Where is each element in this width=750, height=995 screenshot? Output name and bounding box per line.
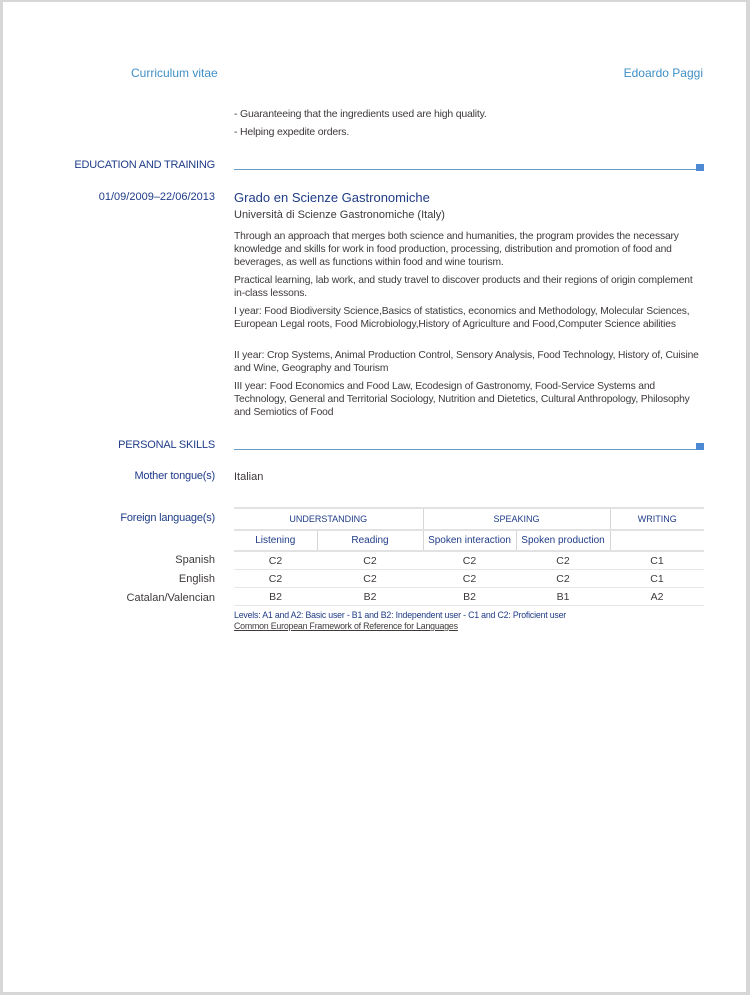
- header-spoken-production: Spoken production: [516, 530, 610, 551]
- section-divider: [234, 449, 696, 450]
- education-dates: 01/09/2009–22/06/2013: [98, 191, 215, 203]
- table-row: [234, 588, 704, 606]
- table-row: [234, 551, 704, 570]
- foreign-language-label: Foreign language(s): [120, 512, 215, 524]
- language-name: Spanish: [175, 554, 215, 566]
- cv-title: Curriculum vitae: [131, 66, 218, 80]
- header-reading: Reading: [317, 530, 423, 551]
- language-name: Catalan/Valencian: [126, 592, 215, 604]
- table-group-header-row: [234, 508, 704, 530]
- mother-tongue-value: Italian: [234, 471, 264, 483]
- level-cell: C2: [516, 551, 610, 570]
- section-marker-icon: [696, 164, 704, 171]
- header-listening: Listening: [234, 530, 317, 551]
- header-writing: WRITING: [610, 508, 704, 530]
- level-cell: C2: [423, 570, 516, 588]
- level-cell: B2: [423, 588, 516, 606]
- education-organisation: Università di Scienze Gastronomiche (Italy): [234, 209, 445, 221]
- level-cell: C2: [234, 570, 317, 588]
- education-description: Through an approach that merges both science and humanities, the program provides the necessary knowledge and skills for work in food production, processing, distribution and promotion of food and beverages, as well as functions within food and wine tourism.: [234, 231, 679, 268]
- table-sub-header-row: [234, 530, 704, 551]
- level-cell: A2: [610, 588, 704, 606]
- level-cell: B1: [516, 588, 610, 606]
- section-marker-icon: [696, 443, 704, 450]
- education-year-2: II year: Crop Systems, Animal Production Control, Sensory Analysis, Food Technology, History of, Cuisine and Wine, Geography and Tourism: [234, 350, 699, 374]
- level-cell: B2: [234, 588, 317, 606]
- cv-page: [3, 2, 746, 992]
- education-description: Practical learning, lab work, and study travel to discover products and their regions of origin complement in-class lessons.: [234, 275, 693, 299]
- cefr-link[interactable]: Common European Framework of Reference for Languages: [234, 621, 458, 631]
- education-year-1: I year: Food Biodiversity Science,Basics of statistics, economics and Methodology, Molecular Sciences, European Legal roots, Food Microbiology,History of Agriculture and Food,Computer Science abilities: [234, 306, 690, 330]
- levels-note: Levels: A1 and A2: Basic user - B1 and B2: Independent user - C1 and C2: Proficient user: [234, 610, 567, 620]
- level-cell: C2: [516, 570, 610, 588]
- level-cell: C2: [423, 551, 516, 570]
- work-bullet: - Helping expedite orders.: [234, 126, 350, 138]
- education-year-3: III year: Food Economics and Food Law, Ecodesign of Gastronomy, Food-Service Systems and Technology, General and Territorial Sociology, Nutrition and Dietetics, Cultural Anthropology, Philosophy and Semiotics of Food: [234, 381, 690, 418]
- header-writing-sub: [610, 530, 704, 551]
- work-bullet: - Guaranteeing that the ingredients used are high quality.: [234, 108, 487, 120]
- level-cell: C2: [317, 570, 423, 588]
- header-spoken-interaction: Spoken interaction: [423, 530, 516, 551]
- header-speaking: SPEAKING: [423, 508, 610, 530]
- header-understanding: UNDERSTANDING: [234, 508, 423, 530]
- language-name: English: [178, 573, 215, 585]
- section-label-education: EDUCATION AND TRAINING: [74, 159, 215, 171]
- level-cell: C2: [317, 551, 423, 570]
- table-row: [234, 570, 704, 588]
- section-divider: [234, 169, 696, 170]
- education-title: Grado en Scienze Gastronomiche: [234, 190, 430, 205]
- language-skills-table: [234, 507, 704, 606]
- section-label-personal-skills: PERSONAL SKILLS: [118, 439, 215, 451]
- mother-tongue-label: Mother tongue(s): [134, 470, 215, 482]
- person-name: Edoardo Paggi: [623, 66, 703, 80]
- level-cell: C1: [610, 551, 704, 570]
- level-cell: C2: [234, 551, 317, 570]
- level-cell: B2: [317, 588, 423, 606]
- level-cell: C1: [610, 570, 704, 588]
